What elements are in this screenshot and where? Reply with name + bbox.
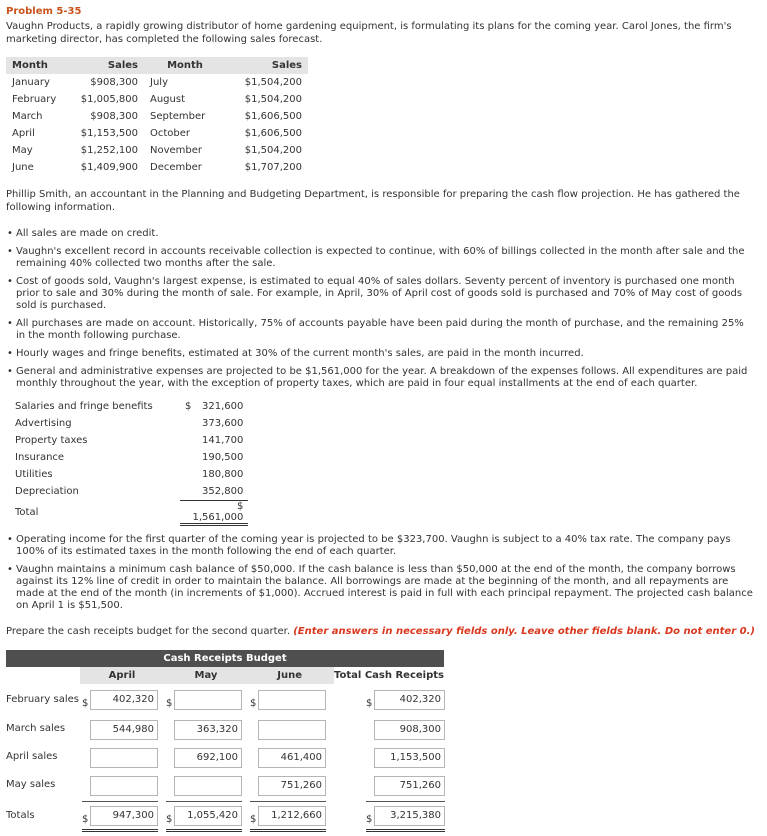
month-cell: December	[150, 162, 202, 173]
double-rule-june	[250, 829, 326, 832]
expense-currency: $	[185, 401, 192, 412]
february-total-input[interactable]: 402,320	[374, 690, 445, 710]
expense-total-value: $ 1,561,000	[180, 500, 248, 524]
expense-label: Property taxes	[15, 435, 88, 446]
totals-total-input[interactable]: 3,215,380	[374, 806, 445, 826]
april-june-input[interactable]: 461,400	[258, 748, 326, 768]
month-cell: January	[12, 77, 50, 88]
sales-cell: $1,252,100	[80, 145, 138, 156]
row-label-march: March sales	[6, 723, 66, 734]
expense-currency	[180, 449, 196, 466]
march-june-input[interactable]	[258, 720, 326, 740]
list-item: • Vaughn maintains a minimum cash balance of $50,000. If the cash balance is less than $50,000 at the end of the month, the company borrows against its 12% line of credit in order to maintain the balance. All borrowings are made at the beginning of the month, and all repayments are made at the end of the month (in increments of $1,000). Accrued interest is paid in full with each principal repayment. The projected cash balance on April 1 is $51,500.	[6, 564, 754, 612]
problem-title: Problem 5-35	[6, 6, 82, 17]
month-cell: November	[150, 145, 203, 156]
expense-value: 352,800	[202, 485, 244, 497]
sales-cell: $1,409,900	[80, 162, 138, 173]
prompt-text: Prepare the cash receipts budget for the second quarter.	[6, 626, 291, 637]
list-item: • All purchases are made on account. Historically, 75% of accounts payable have been paid during the month of purchase, and the remaining 25% in the month following purchase.	[6, 318, 754, 342]
intro-paragraph: Vaughn Products, a rapidly growing distributor of home gardening equipment, is formulating its plans for the coming year. Carol Jones, the firm's marketing director, has completed the following sales forecast.	[6, 21, 732, 45]
table-row	[6, 125, 308, 142]
month-cell: June	[12, 162, 34, 173]
february-june-input[interactable]	[258, 690, 326, 710]
may-total-input[interactable]: 751,260	[374, 776, 445, 796]
month-cell: July	[150, 77, 168, 88]
rule-may	[166, 801, 242, 802]
list-item: • Operating income for the first quarter of the coming year is projected to be $323,700. Vaughn is subject to a 40% tax rate. The company pays 100% of its estimated taxes in the month following the end of each quarter.	[6, 534, 754, 558]
accountant-paragraph: Phillip Smith, an accountant in the Planning and Budgeting Department, is responsible for preparing the cash flow projection. He has gathered the following information.	[6, 189, 740, 213]
expense-label: Salaries and fringe benefits	[15, 401, 153, 412]
totals-may-input[interactable]: 1,055,420	[174, 806, 242, 826]
currency-symbol: $	[82, 814, 89, 825]
rule-april	[82, 801, 158, 802]
expense-currency	[180, 466, 196, 483]
table-row	[6, 74, 308, 91]
sales-cell: $1,504,200	[244, 145, 302, 156]
february-april-input[interactable]: 402,320	[90, 690, 158, 710]
row-label-february: February sales	[6, 694, 79, 705]
expense-label: Advertising	[15, 418, 72, 429]
assumptions-list	[6, 228, 754, 396]
may-june-input[interactable]: 751,260	[258, 776, 326, 796]
sales-table-header-row	[6, 57, 308, 74]
budget-title: Cash Receipts Budget	[6, 650, 444, 667]
table-row	[6, 159, 308, 176]
month-cell: February	[12, 94, 57, 105]
expense-label: Utilities	[15, 469, 53, 480]
month-cell: May	[12, 145, 33, 156]
col-header-total: Total Cash Receipts	[334, 670, 444, 681]
currency-symbol: $	[250, 814, 257, 825]
expense-currency	[180, 432, 196, 449]
totals-june-input[interactable]: 1,212,660	[258, 806, 326, 826]
table-row	[10, 483, 248, 500]
sales-cell: $1,504,200	[244, 94, 302, 105]
currency-symbol: $	[366, 814, 373, 825]
sales-forecast-table	[6, 57, 308, 176]
header-sales-1: Sales	[66, 57, 144, 74]
february-may-input[interactable]	[174, 690, 242, 710]
sales-cell: $908,300	[90, 77, 138, 88]
row-label-april: April sales	[6, 751, 58, 762]
may-april-input[interactable]	[90, 776, 158, 796]
col-header-june: June	[248, 667, 334, 684]
march-total-input[interactable]: 908,300	[374, 720, 445, 740]
table-row	[10, 398, 248, 415]
instruction-text: (Enter answers in necessary fields only. Leave other fields blank. Do not enter 0.)	[293, 626, 755, 637]
expense-total-label: Total	[15, 506, 39, 518]
expense-value: 190,500	[202, 452, 244, 463]
month-cell: April	[12, 128, 35, 139]
table-row	[10, 415, 248, 432]
month-cell: October	[150, 128, 191, 139]
expense-value: 373,600	[202, 418, 244, 429]
list-item: • Cost of goods sold, Vaughn's largest expense, is estimated to equal 40% of sales dollars. Seventy percent of inventory is purchased one month prior to sale and 30% during the month of sale. For example, in April, 30% of April cost of goods sold is purchased and 70% of May cost of goods sold is purchased.	[6, 276, 754, 312]
sales-cell: $1,153,500	[80, 128, 138, 139]
expense-currency	[180, 483, 196, 500]
row-label-totals: Totals	[6, 810, 35, 821]
expense-label: Insurance	[15, 452, 65, 463]
currency-symbol: $	[166, 814, 173, 825]
month-cell: September	[150, 111, 206, 122]
expense-value: 180,800	[202, 469, 244, 480]
rule-june	[250, 801, 326, 802]
expense-currency	[180, 415, 196, 432]
currency-symbol: $	[166, 698, 173, 709]
sales-cell: $1,606,500	[244, 111, 302, 122]
table-row	[6, 91, 308, 108]
double-rule-may	[166, 829, 242, 832]
table-row	[10, 432, 248, 449]
list-item: • Hourly wages and fringe benefits, estimated at 30% of the current month's sales, are paid in the month incurred.	[6, 348, 754, 360]
rule-total	[366, 801, 445, 802]
totals-april-input[interactable]: 947,300	[90, 806, 158, 826]
expense-value: 141,700	[202, 435, 244, 446]
expense-total-row	[10, 500, 248, 524]
table-row	[6, 108, 308, 125]
month-cell: August	[150, 94, 185, 105]
expense-value: 321,600	[202, 401, 244, 412]
col-header-april: April	[80, 667, 164, 684]
month-cell: March	[12, 111, 43, 122]
april-total-input[interactable]: 1,153,500	[374, 748, 445, 768]
row-label-may: May sales	[6, 779, 56, 790]
may-may-input[interactable]	[174, 776, 242, 796]
list-item: • All sales are made on credit.	[6, 228, 754, 240]
currency-symbol: $	[82, 698, 89, 709]
question-prompt	[6, 626, 761, 637]
table-row	[10, 466, 248, 483]
expenses-table	[10, 398, 248, 526]
col-header-may: May	[164, 667, 248, 684]
march-may-input[interactable]: 363,320	[174, 720, 242, 740]
currency-symbol: $	[250, 698, 257, 709]
april-may-input[interactable]: 692,100	[174, 748, 242, 768]
sales-cell: $908,300	[90, 111, 138, 122]
double-rule-total	[366, 829, 445, 832]
header-month-1: Month	[6, 57, 66, 74]
expense-label: Depreciation	[15, 486, 79, 497]
double-rule-april	[82, 829, 158, 832]
sales-cell: $1,005,800	[80, 94, 138, 105]
sales-cell: $1,606,500	[244, 128, 302, 139]
list-item: • General and administrative expenses are projected to be $1,561,000 for the year. A breakdown of the expenses follows. All expenditures are paid monthly throughout the year, with the exception of property taxes, which are paid in four equal installments at the end of each quarter.	[6, 366, 754, 390]
header-sales-2: Sales	[226, 57, 308, 74]
april-april-input[interactable]	[90, 748, 158, 768]
table-row	[10, 449, 248, 466]
sales-cell: $1,707,200	[244, 162, 302, 173]
march-april-input[interactable]: 544,980	[90, 720, 158, 740]
tax-and-cash-list	[6, 534, 754, 618]
list-item: • Vaughn's excellent record in accounts receivable collection is expected to continue, with 60% of billings collected in the month after sale and the remaining 40% collected two months after the sale.	[6, 246, 754, 270]
currency-symbol: $	[366, 698, 373, 709]
table-row	[6, 142, 308, 159]
header-month-2: Month	[144, 57, 226, 74]
sales-cell: $1,504,200	[244, 77, 302, 88]
